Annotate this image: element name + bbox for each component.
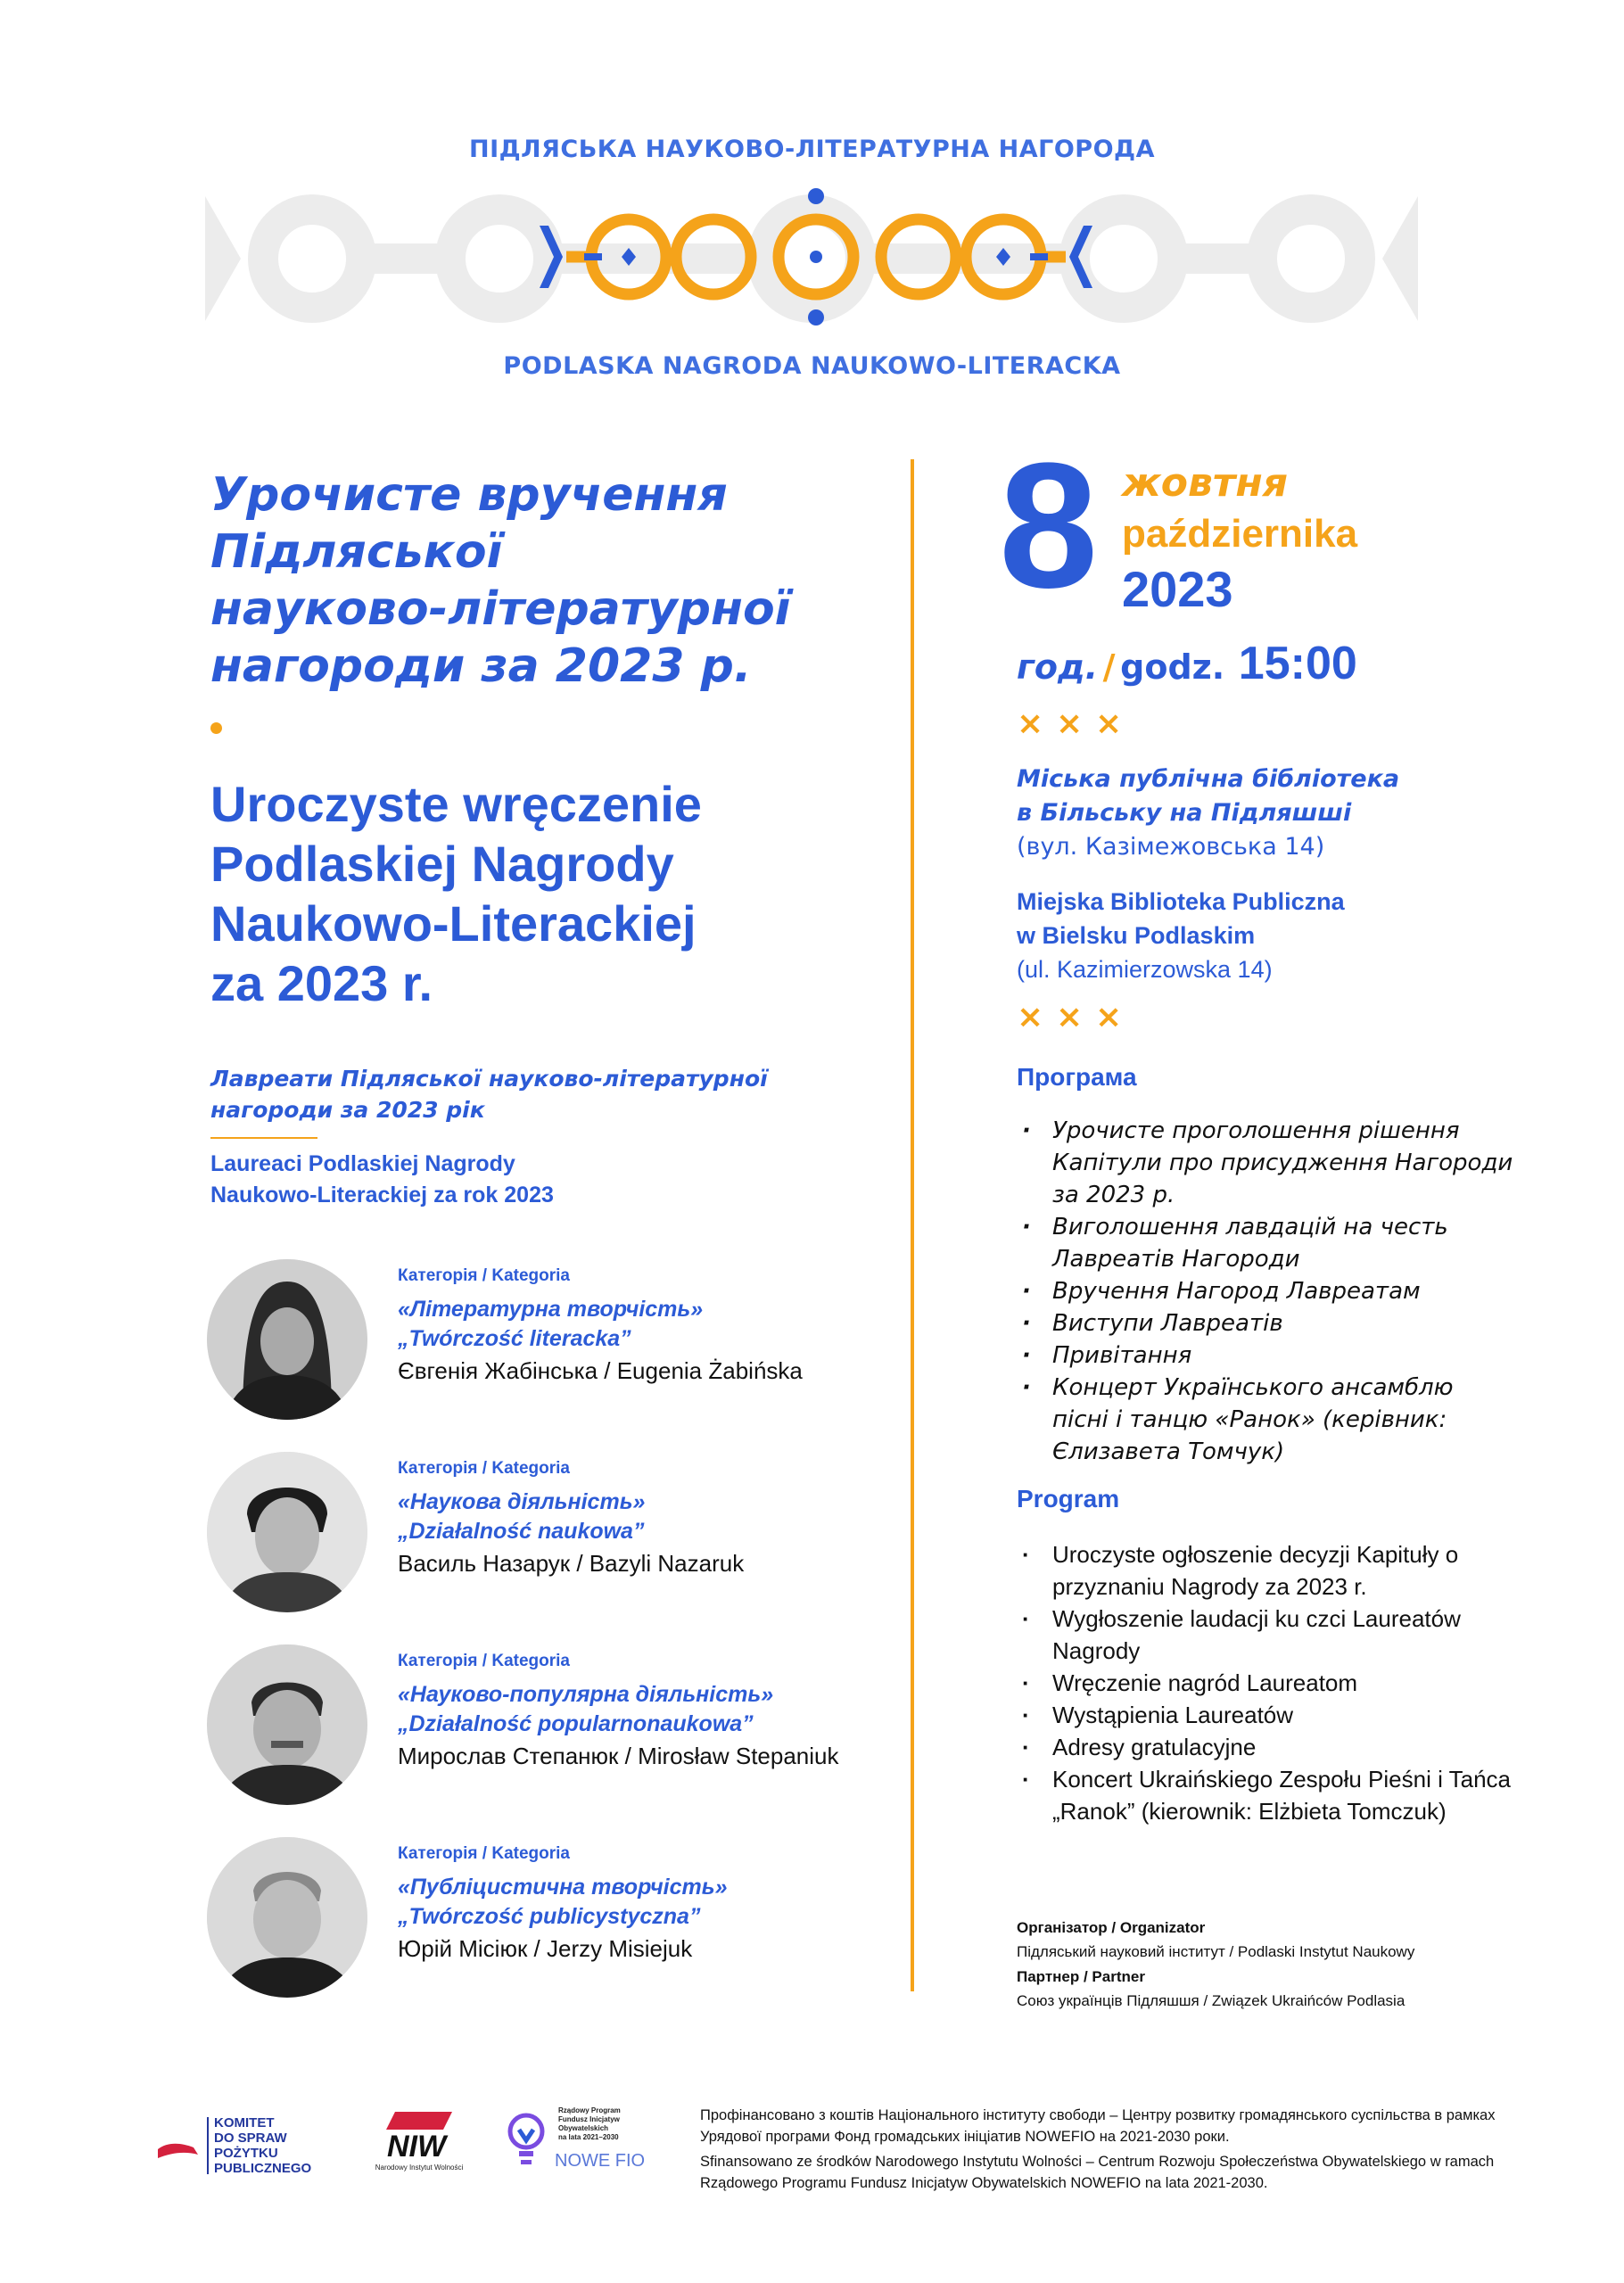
niw-mark-icon xyxy=(361,2105,477,2162)
laureate-info xyxy=(398,1837,728,1963)
category-ua: «Публіцистична творчість» xyxy=(398,1875,728,1900)
program-item: · Uroczyste ogłoszenie decyzji Kapituły o przyznaniu Nagrody za 2023 r. xyxy=(1017,1538,1516,1603)
venue-line: w Bielsku Podlaskim xyxy=(1017,922,1256,949)
heading-line: Naukowo-Literackiej za rok 2023 xyxy=(210,1183,554,1207)
program-item: · Виголошення лавдацій на честь Лавреатів Нагороди xyxy=(1017,1211,1516,1275)
hour-label-pl: godz. xyxy=(1120,647,1225,687)
heading-line: Лавреати Підляської науково-літературної xyxy=(210,1066,768,1092)
laureate-info xyxy=(398,1259,803,1385)
ornament-crosses xyxy=(1017,705,1142,742)
category-pl: „Działalność popularnonaukowa” xyxy=(398,1711,754,1736)
event-title-ua xyxy=(210,466,853,695)
category-label: Категорія / Kategoria xyxy=(398,1652,570,1670)
category-label: Категорія / Kategoria xyxy=(398,1844,570,1863)
category-ua: «Наукова діяльність» xyxy=(398,1489,646,1514)
category-pl: „Twórczość publicystyczna” xyxy=(398,1904,701,1929)
logo-line: Obywatelskich xyxy=(558,2124,609,2132)
program-item: · Привітання xyxy=(1017,1339,1516,1372)
heading-line: нагороди за 2023 рік xyxy=(210,1097,485,1123)
partner xyxy=(1017,1965,1516,2013)
laureate-photo xyxy=(207,1644,367,1805)
cross-icon: × xyxy=(1017,999,1044,1035)
laureate-info xyxy=(398,1452,744,1578)
funding-note-pl: Sfinansowano ze środków Narodowego Instytutu Wolności – Centrum Rozwoju Społeczeństwa Obywatelskiego w ramach Rządowego Programu Fundusz Inicjatyw Obywatelskich NOWEFIO na lata 2021-2030. xyxy=(700,2154,1495,2191)
program-item: · Wystąpienia Laureatów xyxy=(1017,1699,1516,1731)
cross-icon: × xyxy=(1095,705,1123,742)
laureate-card xyxy=(207,1837,920,2002)
venue-address: (вул. Казімежовська 14) xyxy=(1017,833,1325,861)
funding-note xyxy=(700,2105,1503,2194)
laureate-card xyxy=(207,1259,920,1424)
event-time xyxy=(1017,637,1357,690)
time-value: 15:00 xyxy=(1238,638,1357,689)
program-item: · Урочисте проголошення рішення Капітули про присудження Нагороди за 2023 р. xyxy=(1017,1115,1516,1211)
program-item: · Wygłoszenie laudacji ku czci Laureatów Nagrody xyxy=(1017,1603,1516,1667)
header-title-ua: ПІДЛЯСЬКА НАУКОВО-ЛІТЕРАТУРНА НАГОРОДА xyxy=(468,136,1155,163)
program-item: · Виступи Лавреатів xyxy=(1017,1307,1516,1339)
laureate-photo xyxy=(207,1837,367,1998)
laureate-name: Мирослав Степанюк / Mirosław Stepaniuk xyxy=(398,1743,839,1769)
laureate-card xyxy=(207,1452,920,1617)
logo-line: DO SPRAW xyxy=(214,2131,287,2146)
organizer xyxy=(1017,1916,1516,1964)
venue-pl xyxy=(1017,885,1516,986)
flag-eagle-icon xyxy=(153,2122,207,2176)
title-line: нагороди за 2023 р. xyxy=(210,639,752,693)
logo-line: na lata 2021–2030 xyxy=(558,2133,619,2141)
program-item: · Вручення Нагород Лавреатам xyxy=(1017,1275,1516,1307)
laureates-heading-pl xyxy=(210,1149,790,1211)
venue-line: в Більську на Підляшші xyxy=(1017,799,1352,827)
title-line: Uroczyste wręczenie xyxy=(210,776,702,832)
event-day: 8 xyxy=(999,426,1099,625)
laureate-card xyxy=(207,1644,920,1809)
ornament-crosses xyxy=(1017,999,1142,1035)
award-logo-ornament xyxy=(540,185,1092,328)
funding-note-ua: Профінансовано з коштів Національного інституту свободи – Центру розвитку громадянського суспільства в рамках Урядової програми Фонд громадських ініціатив NOWEFIO на 2021-2030 роки. xyxy=(700,2107,1496,2145)
header-title-pl: PODLASKA NAGRODA NAUKOWO-LITERACKA xyxy=(503,352,1121,380)
logo-line: KOMITET xyxy=(214,2115,275,2131)
hour-label-ua: год. xyxy=(1017,647,1099,687)
venue-line: Міська публічна бібліотека xyxy=(1017,765,1400,793)
program-item: · Концерт Українського ансамблю пісні і танцю «Ранок» (керівник: Єлизавета Томчук) xyxy=(1017,1372,1516,1468)
program-item: · Adresy gratulacyjne xyxy=(1017,1731,1516,1763)
cross-icon: × xyxy=(1095,999,1123,1035)
logo-divider xyxy=(207,2117,209,2174)
logo-line: Fundusz Inicjatyw xyxy=(558,2115,620,2123)
cross-icon: × xyxy=(1056,999,1084,1035)
cross-icon: × xyxy=(1017,705,1044,742)
laureates-divider xyxy=(210,1137,317,1139)
event-year: 2023 xyxy=(1122,561,1233,617)
komitet-logo xyxy=(153,2115,332,2176)
event-month-pl: października xyxy=(1122,512,1358,556)
program-heading-ua: Програма xyxy=(1017,1063,1137,1091)
title-line: Podlaskiej Nagrody xyxy=(210,836,674,892)
niw-logo-text: Narodowy Instytut Wolności xyxy=(375,2163,464,2172)
logo-line: Rządowy Program xyxy=(558,2106,621,2114)
program-list-pl xyxy=(1017,1538,1516,1827)
laureate-name: Євгенія Жабінська / Eugenia Żabińska xyxy=(398,1357,803,1384)
partner-label: Партнер / Partner xyxy=(1017,1968,1145,1985)
category-pl: „Twórczość literacka” xyxy=(398,1326,631,1351)
laureates-heading-ua xyxy=(210,1063,790,1125)
column-divider xyxy=(911,459,914,1991)
logo-line: POŻYTKU xyxy=(214,2146,278,2161)
venue-ua xyxy=(1017,762,1516,864)
category-pl: „Działalność naukowa” xyxy=(398,1519,645,1544)
cross-icon: × xyxy=(1056,705,1084,742)
laureate-name: Василь Назарук / Bazyli Nazaruk xyxy=(398,1550,745,1577)
hour-separator: / xyxy=(1102,647,1116,687)
niw-mark-text: NIW xyxy=(386,2130,447,2162)
laureate-photo xyxy=(207,1259,367,1420)
laureate-info xyxy=(398,1644,839,1770)
komitet-logo-text xyxy=(214,2115,311,2176)
title-line: Naukowo-Literackiej xyxy=(210,895,697,952)
niw-logo xyxy=(361,2105,477,2185)
title-line: науково-літературної xyxy=(210,582,791,636)
category-label: Категорія / Kategoria xyxy=(398,1266,570,1285)
laureate-name: Юрій Місіюк / Jerzy Misiejuk xyxy=(398,1935,693,1962)
category-ua: «Науково-популярна діяльність» xyxy=(398,1682,774,1707)
separator-dot xyxy=(210,722,222,734)
category-label: Категорія / Kategoria xyxy=(398,1459,570,1478)
venue-address: (ul. Kazimierzowska 14) xyxy=(1017,956,1273,983)
nowe-fio-text xyxy=(558,2106,630,2142)
program-heading-pl: Program xyxy=(1017,1485,1120,1512)
laureate-photo xyxy=(207,1452,367,1612)
category-ua: «Літературна творчість» xyxy=(398,1297,704,1322)
heading-line: Laureaci Podlaskiej Nagrody xyxy=(210,1151,515,1176)
event-month-ua: жовтня xyxy=(1122,460,1289,506)
venue-line: Miejska Biblioteka Publiczna xyxy=(1017,888,1345,915)
organizer-name: Підляський науковий інститут / Podlaski Instytut Naukowy xyxy=(1017,1943,1415,1960)
nowe-fio-name: NOWE FIO xyxy=(555,2151,646,2171)
program-item: · Wręczenie nagród Laureatom xyxy=(1017,1667,1516,1699)
event-title-pl xyxy=(210,774,853,1013)
program-item: · Koncert Ukraińskiego Zespołu Pieśni i Tańca „Ranok” (kierownik: Elżbieta Tomczuk) xyxy=(1017,1763,1516,1827)
logo-line: PUBLICZNEGO xyxy=(214,2161,312,2176)
program-list-ua xyxy=(1017,1115,1516,1468)
partner-name: Союз українців Підляшшя / Związek Ukraińców Podlasia xyxy=(1017,1992,1406,2009)
title-line: Підляської xyxy=(210,525,503,579)
title-line: za 2023 r. xyxy=(210,955,433,1011)
lightbulb-icon xyxy=(507,2110,549,2172)
organizer-label: Організатор / Organizator xyxy=(1017,1919,1206,1936)
nowe-fio-logo xyxy=(507,2106,658,2178)
title-line: Урочисте вручення xyxy=(210,468,728,522)
